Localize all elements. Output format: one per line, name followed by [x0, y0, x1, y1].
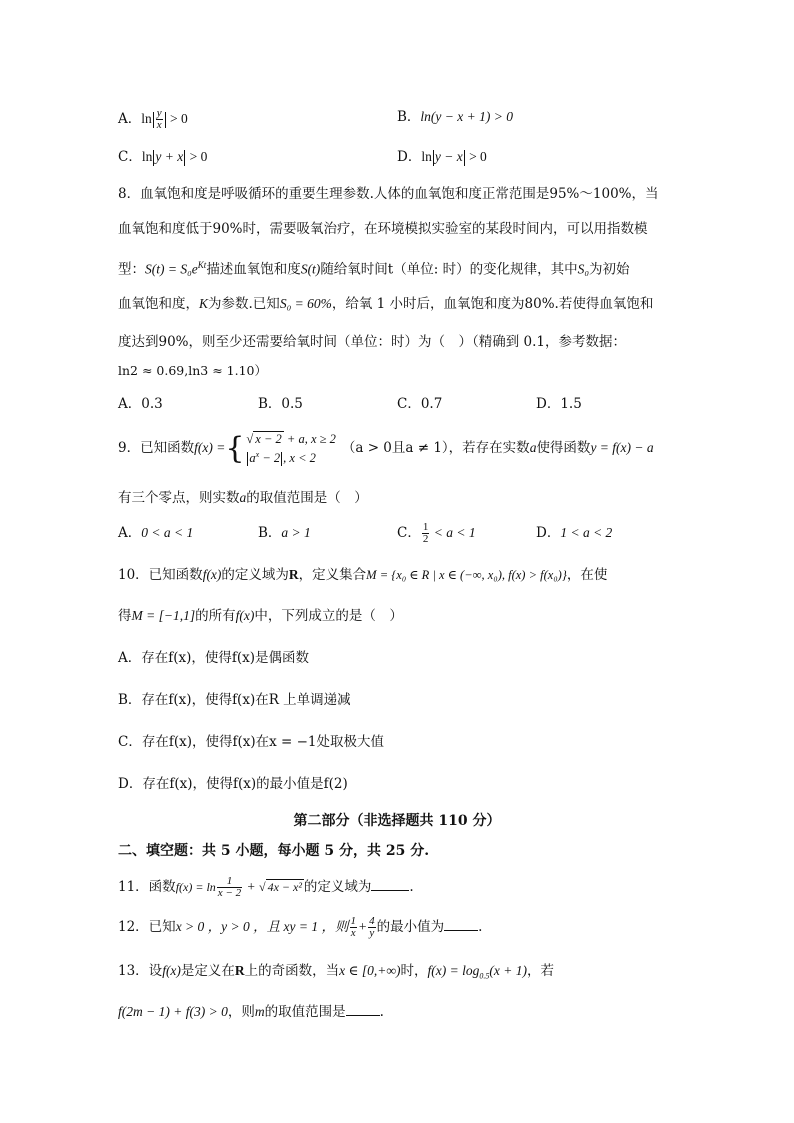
q9-option-d: D．1 < a < 2	[536, 525, 613, 541]
q13-line-2: f(2m − 1) + f(3) > 0，则m的取值范围是 .	[118, 1004, 384, 1020]
q8-line-1: 8．血氧饱和度是呼吸循环的重要生理参数.人体的血氧饱和度正常范围是95%～100%，当	[118, 186, 659, 202]
answer-blank	[346, 1003, 380, 1016]
piecewise-cases: √ x − 2 + a, x ≥ 2 $a^x - 2$ , x < 2	[246, 431, 336, 466]
piecewise-brace: {	[225, 430, 245, 466]
q10-option-c: C．存在f(x)，使得f(x)在x = −1处取极大值	[118, 734, 385, 750]
q13-line-1: 13．设f(x)是定义在R上的奇函数，当x ∈ [0,+∞)时，$f(x) = \log_{0.5}(x + 1)$，若	[118, 963, 554, 981]
abs-bar	[433, 150, 434, 166]
q9-option-a: A．0 < a < 1	[118, 525, 194, 541]
fraction: $\frac{y}{x}$	[156, 107, 162, 131]
section-title: 第二部分（非选择题共 110 分）	[293, 813, 501, 829]
q9-option-c: C． $\frac{1}{2}$ < a < 1	[397, 521, 476, 545]
q10-line-2: 得M = [−1,1]的所有f(x)中，下列成立的是（ ）	[118, 608, 403, 624]
abs-bar	[281, 452, 282, 466]
fraction: $\frac{4}{y}$	[369, 915, 375, 939]
q8-line-3: 型：$S(t) = S_0e^{Kt}$描述血氧饱和度S(t)随给氧时间t（单位: 时）的变化规律，其中S₀为初始	[118, 260, 630, 278]
q8-option-a: A．0.3	[118, 396, 163, 412]
fraction: $\frac{1}{x}$	[350, 915, 356, 939]
q8-line-6: ln2 ≈ 0.69,ln3 ≈ 1.10）	[118, 363, 267, 378]
q8-line-4: 血氧饱和度，K为参数.已知S₀ = 60%，给氧 1 小时后，血氧饱和度为80%.若使得血氧饱和	[118, 296, 654, 312]
q10-option-d: D．存在f(x)，使得f(x)的最小值是f(2)	[118, 776, 348, 792]
answer-blank	[444, 918, 478, 931]
q7-option-b: B．ln(y − x + 1) > 0	[397, 109, 513, 125]
q11: 11．函数f(x) = ln $\frac{1}{x - 2}$ + √ 4x − x² 的定义域为 .	[118, 875, 414, 899]
q8-option-c: C．0.7	[397, 396, 443, 412]
q7-option-a: A．ln $\frac{y}{x}$ > 0	[118, 107, 188, 131]
section-heading: 二、填空题：共 5 小题，每小题 5 分，共 25 分.	[118, 843, 430, 859]
q12: 12．已知x > 0 ，y > 0 ，且 xy = 1 ，则 $\frac{1}{x}$ + $\frac{4}{y}$ 的最小值为 .	[118, 915, 483, 939]
fraction: $\frac{1}{2}$	[422, 521, 429, 545]
q10-option-a: A．存在f(x)，使得f(x)是偶函数	[118, 650, 310, 666]
q9-line-2: 有三个零点，则实数a的取值范围是（ ）	[118, 490, 368, 506]
fraction: $\frac{1}{x - 2}$	[217, 875, 242, 899]
q10-option-b: B．存在f(x)，使得f(x)在R 上单调递减	[118, 692, 351, 708]
abs-bar	[165, 112, 166, 128]
answer-blank	[371, 878, 409, 891]
q7-option-d: D．ln y − x > 0	[397, 149, 487, 165]
q8-line-5: 度达到90%，则至少还需要给氧时间（单位：时）为（ ）（精确到 0.1，参考数据：	[118, 334, 627, 350]
abs-bar	[153, 112, 154, 128]
q10-line-1: 10．已知函数f(x)的定义域为R，定义集合M = {x₀ ∈ R | x ∈ (−∞, x₀), f(x) > f(x₀)}，在使	[118, 567, 608, 583]
q8-line-2: 血氧饱和度低于90%时，需要吸氧治疗，在环境模拟实验室的某段时间内，可以用指数模	[118, 221, 648, 237]
abs-bar	[464, 150, 465, 166]
q9-option-b: B．a > 1	[258, 525, 311, 541]
q7-option-c: C．ln y + x > 0	[118, 149, 208, 165]
q8-option-d: D．1.5	[536, 396, 582, 412]
q8-option-b: B．0.5	[258, 396, 303, 412]
q9-line-1: 9．已知函数f(x) ={ √ x − 2 + a, x ≥ 2 $a^x - 2$ , x < 2（a > 0且a ≠ 1），若存在实数a使得函数y = f(x) − a	[118, 430, 654, 466]
